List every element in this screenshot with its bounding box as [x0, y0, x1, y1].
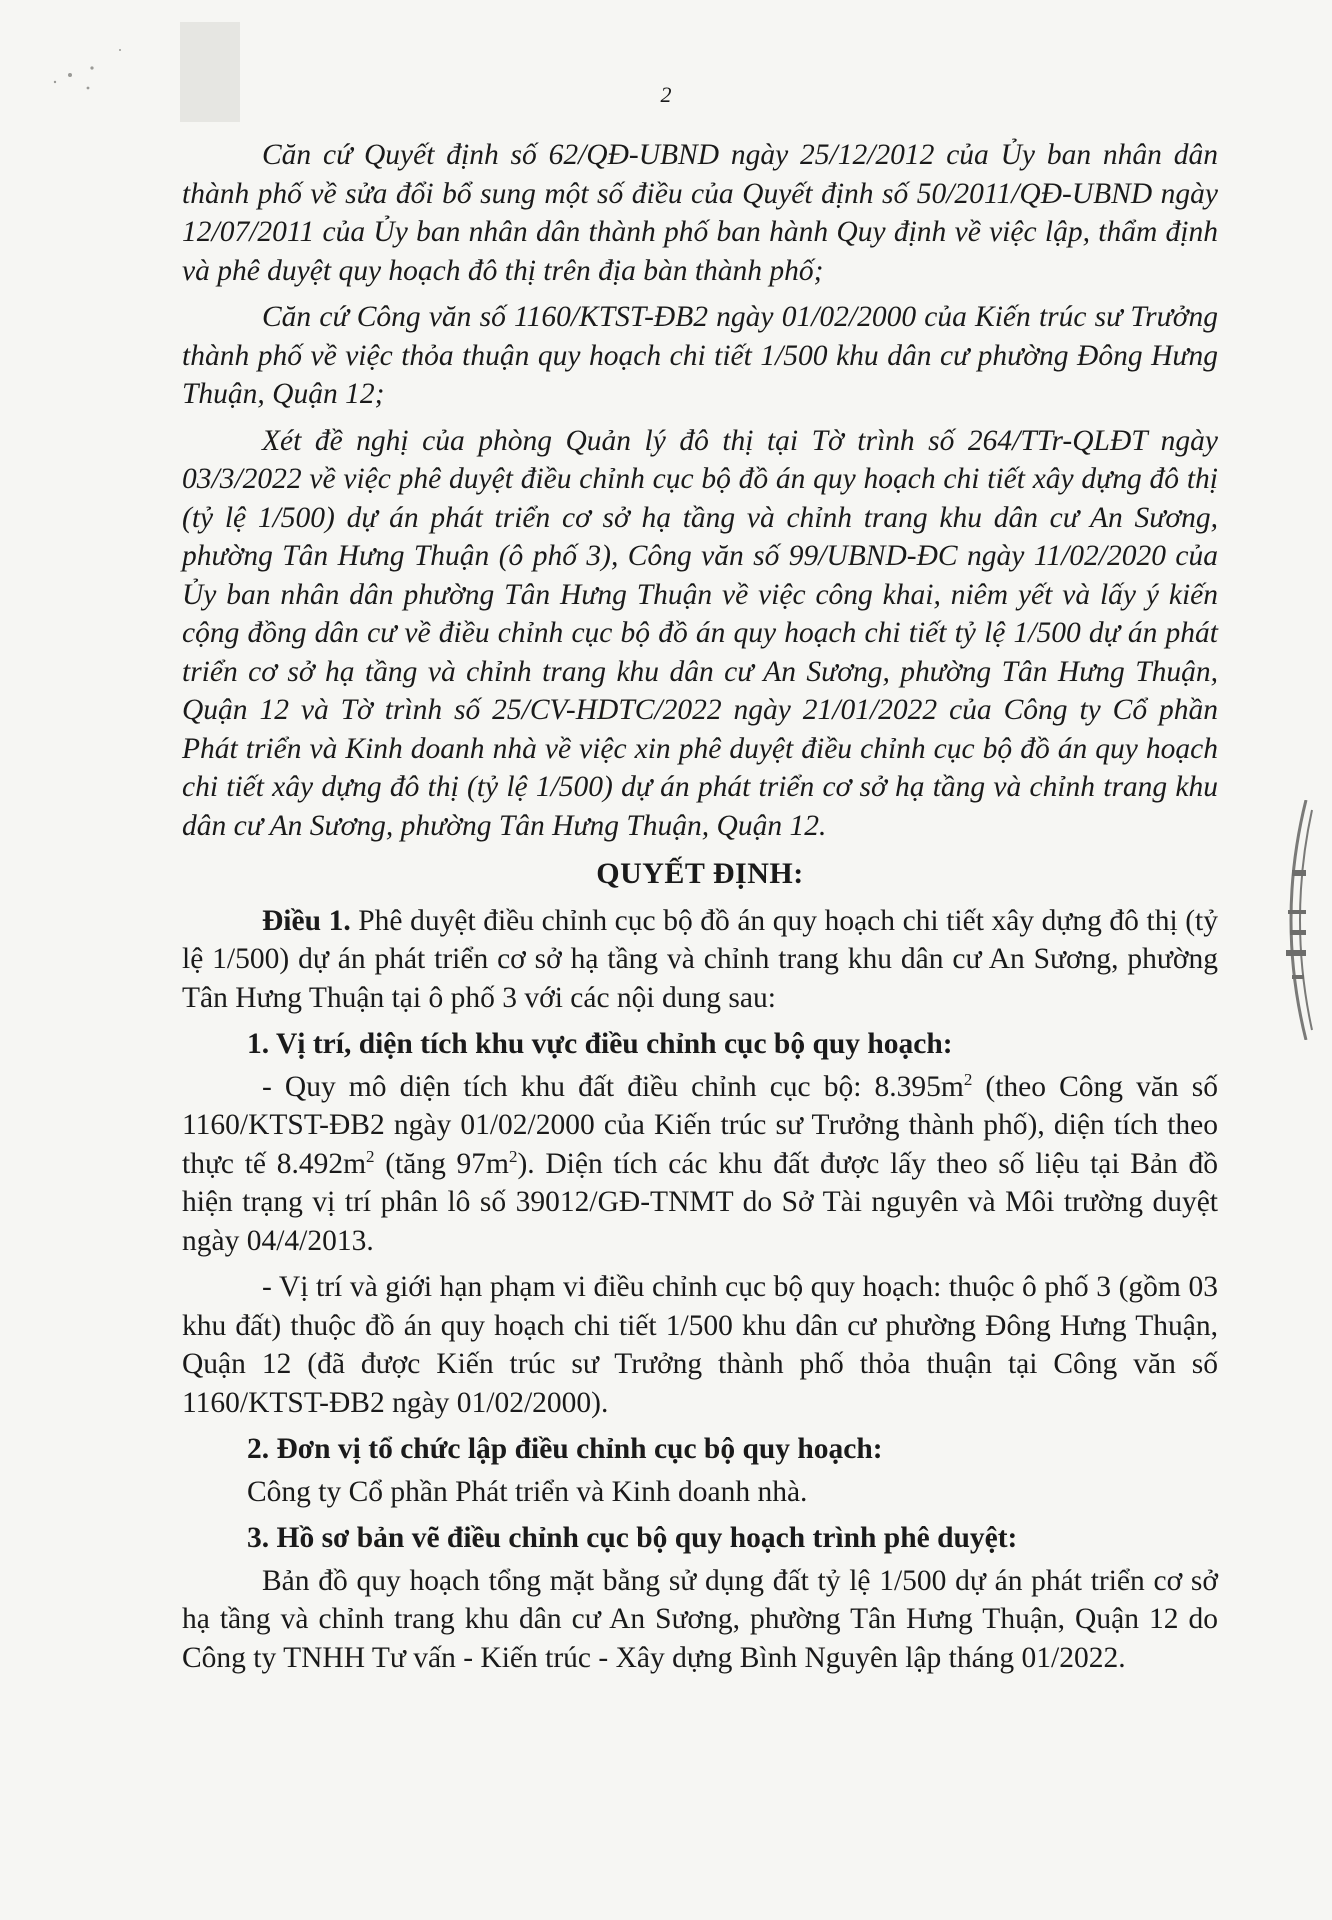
- seal-stamp-edge: [1266, 800, 1314, 1040]
- section-3-text: Bản đồ quy hoạch tổng mặt bằng sử dụng đất tỷ lệ 1/500 dự án phát triển cơ sở hạ tầng và chỉnh trang khu dân cư An Sương, phường Tân Hưng Thuận, Quận 12 do Công ty TNHH Tư vấn - Kiến trúc - Xây dựng Bình Nguyên lập tháng 01/2022.: [182, 1564, 1218, 1674]
- scan-noise-mark: [30, 20, 250, 130]
- page-number: 2: [660, 82, 672, 107]
- article-1: [182, 902, 1218, 1018]
- section-1-paragraph-1: - Quy mô diện tích khu đất điều chỉnh cục bộ: $8.395m^2$ (theo Công văn số 1160/KTST-ĐB2 ngày 01/02/2000 của Kiến trúc sư Trưởng thành phố), diện tích theo thực tế $8.492m^2$ (tăng $97m^2$). Diện tích các khu đất được lấy theo số liệu tại Bản đồ hiện trạng vị trí phân lô số 39012/GĐ-TNMT do Sở Tài nguyên và Môi trường duyệt ngày 04/4/2013.: [182, 1069, 1218, 1257]
- preamble-paragraph: Xét đề nghị của phòng Quản lý đô thị tại Tờ trình số 264/TTr-QLĐT ngày 03/3/2022 về việc phê duyệt điều chỉnh cục bộ đồ án quy hoạch chi tiết xây dựng đô thị (tỷ lệ 1/500) dự án phát triển cơ sở hạ tầng và chỉnh trang khu dân cư An Sương, phường Tân Hưng Thuận (ô phố 3), Công văn số 99/UBND-ĐC ngày 11/02/2020 của Ủy ban nhân dân phường Tân Hưng Thuận về việc công khai, niêm yết và lấy ý kiến cộng đồng dân cư về điều chỉnh cục bộ đồ án quy hoạch chi tiết tỷ lệ 1/500 dự án phát triển cơ sở hạ tầng và chỉnh trang khu dân cư An Sương, phường Tân Hưng Thuận, Quận 12 và Tờ trình số 25/CV-HDTC/2022 ngày 21/01/2022 của Công ty Cổ phần Phát triển và Kinh doanh nhà về việc xin phê duyệt điều chỉnh cục bộ đồ án quy hoạch chi tiết xây dựng đô thị (tỷ lệ 1/500) dự án phát triển cơ sở hạ tầng và chỉnh trang khu dân cư An Sương, phường Tân Hưng Thuận, Quận 12.: [182, 424, 1218, 842]
- section-1-paragraph-2: - Vị trí và giới hạn phạm vi điều chỉnh cục bộ quy hoạch: thuộc ô phố 3 (gồm 03 khu đất) thuộc đồ án quy hoạch chi tiết 1/500 khu dân cư phường Đông Hưng Thuận, Quận 12 (đã được Kiến trúc sư Trưởng thành phố thỏa thuận tại Công văn số 1160/KTST-ĐB2 ngày 01/02/2000).: [182, 1271, 1218, 1419]
- article-1-label: Điều 1.: [262, 904, 351, 937]
- preamble-paragraph: Căn cứ Quyết định số 62/QĐ-UBND ngày 25/12/2012 của Ủy ban nhân dân thành phố về sửa đổi bổ sung một số điều của Quyết định số 50/2011/QĐ-UBND ngày 12/07/2011 của Ủy ban nhân dân thành phố ban hành Quy định về việc lập, thẩm định và phê duyệt quy hoạch đô thị trên địa bàn thành phố;: [182, 139, 1218, 287]
- decision-title: QUYẾT ĐỊNH:: [596, 857, 804, 890]
- section-2-text: Công ty Cổ phần Phát triển và Kinh doanh nhà.: [247, 1475, 808, 1508]
- preamble-paragraph: Căn cứ Công văn số 1160/KTST-ĐB2 ngày 01/02/2000 của Kiến trúc sư Trưởng thành phố về việc thỏa thuận quy hoạch chi tiết 1/500 khu dân cư phường Đông Hưng Thuận, Quận 12;: [182, 301, 1218, 410]
- article-1-text: Phê duyệt điều chỉnh cục bộ đồ án quy hoạch chi tiết xây dựng đô thị (tỷ lệ 1/500) dự án phát triển cơ sở hạ tầng và chỉnh trang khu dân cư An Sương, phường Tân Hưng Thuận tại ô phố 3 với các nội dung sau:: [182, 904, 1218, 1014]
- section-1-heading: 1. Vị trí, diện tích khu vực điều chỉnh cục bộ quy hoạch:: [247, 1028, 953, 1060]
- document-body: [182, 136, 1218, 1685]
- section-2-heading: 2. Đơn vị tổ chức lập điều chỉnh cục bộ quy hoạch:: [247, 1433, 883, 1465]
- section-3-heading: 3. Hồ sơ bản vẽ điều chỉnh cục bộ quy hoạch trình phê duyệt:: [247, 1522, 1018, 1554]
